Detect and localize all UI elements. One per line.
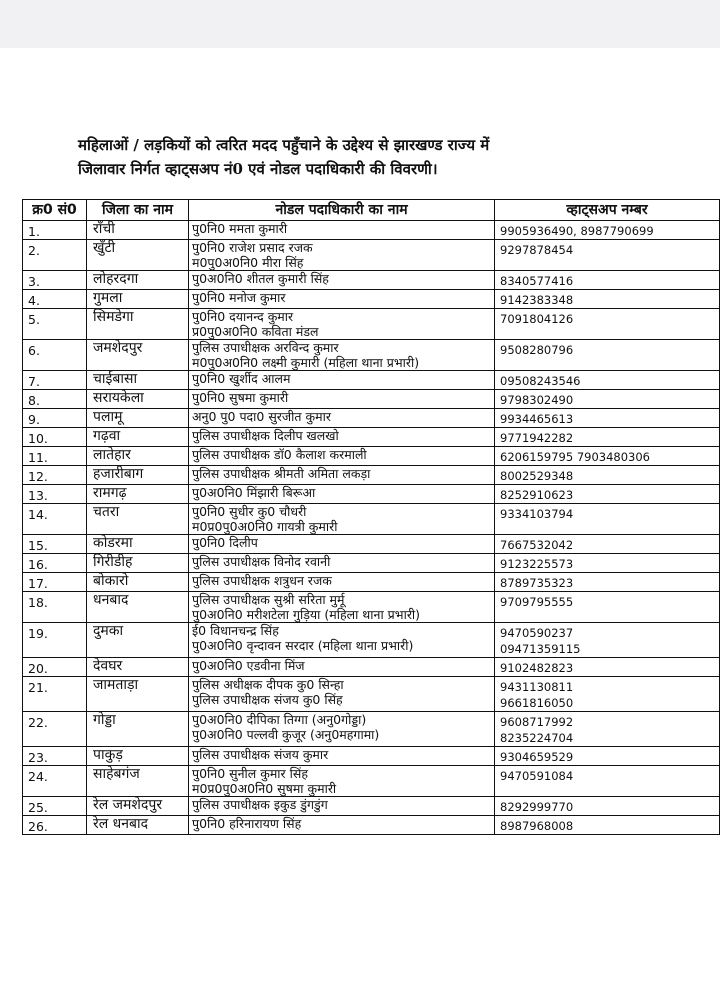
whatsapp-number: 9102482823 [500, 661, 574, 675]
whatsapp-cell [495, 623, 720, 658]
whatsapp-number: 8987968008 [500, 819, 574, 833]
whatsapp-number: 09508243546 [500, 374, 581, 388]
officer-cell [189, 592, 495, 623]
officer-name: पुलिस उपाधीक्षक श्रीमती अमिता लकड़ा [192, 466, 371, 481]
serial-cell: 18. [23, 592, 87, 623]
table-row [23, 271, 720, 290]
table-row [23, 290, 720, 309]
serial-cell: 9. [23, 409, 87, 428]
whatsapp-cell [495, 535, 720, 554]
district-cell: कोडरमा [87, 535, 189, 554]
officer-cell [189, 816, 495, 835]
district-cell: हजारीबाग [87, 466, 189, 485]
officer-name: पु0नि0 खुर्शीद आलम [192, 371, 291, 386]
whatsapp-number: 9608717992 [500, 715, 574, 729]
officer-name: पुलिस उपाधीक्षक संजय कु0 सिंह [192, 692, 343, 707]
table-row [23, 766, 720, 797]
district-cell: देवघर [87, 658, 189, 677]
officer-name: पु0अ0नि0 वृन्दावन सरदार (महिला थाना प्रभारी) [192, 638, 414, 653]
serial-cell: 10. [23, 428, 87, 447]
table-row [23, 240, 720, 271]
whatsapp-number: 09471359115 [500, 642, 581, 656]
officer-cell [189, 535, 495, 554]
serial-cell: 25. [23, 797, 87, 816]
officer-cell [189, 504, 495, 535]
officer-name: म0पु0अ0नि0 मीरा सिंह [192, 255, 304, 270]
officer-cell [189, 554, 495, 573]
serial-cell: 11. [23, 447, 87, 466]
whatsapp-number: 9709795555 [500, 595, 574, 609]
district-cell: गिरीडीह [87, 554, 189, 573]
whatsapp-number: 8292999770 [500, 800, 574, 814]
heading-line-2: जिलावार निर्गत व्हाट्सअप नं0 एवं नोडल पदाधिकारी की विवरणी। [78, 160, 438, 178]
whatsapp-number: 9905936490, 8987790699 [500, 224, 654, 238]
table-row [23, 623, 720, 658]
whatsapp-number: 9934465613 [500, 412, 574, 426]
district-cell: रेल धनबाद [87, 816, 189, 835]
table-row [23, 712, 720, 747]
officer-cell [189, 747, 495, 766]
serial-cell: 4. [23, 290, 87, 309]
whatsapp-number: 6206159795 7903480306 [500, 450, 650, 464]
officer-name: पुलिस उपाधीक्षक दिलीप खलखो [192, 428, 339, 443]
whatsapp-cell [495, 371, 720, 390]
officer-name: पुलिस उपाधीक्षक संजय कुमार [192, 747, 329, 762]
officer-cell [189, 221, 495, 240]
district-cell: जामताड़ा [87, 677, 189, 712]
table-row [23, 447, 720, 466]
officer-name: म0प्र0पु0अ0नि0 सुषमा कुमारी [192, 781, 337, 796]
header-district: जिला का नाम [87, 200, 189, 221]
officer-name: पु0अ0नि0 एडवीना मिंज [192, 658, 305, 673]
serial-cell: 24. [23, 766, 87, 797]
officer-name: पु0नि0 ममता कुमारी [192, 221, 288, 236]
officer-cell [189, 409, 495, 428]
table-row [23, 409, 720, 428]
table-row [23, 677, 720, 712]
whatsapp-number: 7091804126 [500, 312, 574, 326]
heading-line-1: महिलाओं / लड़कियों को त्वरित मदद पहुँचाने के उद्देश्य से झारखण्ड राज्य में [78, 136, 490, 154]
officer-name: म0पु0अ0नि0 लक्ष्मी कुमारी (महिला थाना प्रभारी) [192, 355, 420, 370]
officer-name: पु0अ0नि0 शीतल कुमारी सिंह [192, 271, 329, 286]
officer-name: अनु0 पु0 पदा0 सुरजीत कुमार [192, 409, 331, 424]
officer-name: पुलिस उपाधीक्षक डॉ0 कैलाश करमाली [192, 447, 367, 462]
table-row [23, 390, 720, 409]
whatsapp-number: 9142383348 [500, 293, 574, 307]
officer-name: म0प्र0पु0अ0नि0 गायत्री कुमारी [192, 519, 338, 534]
whatsapp-cell [495, 573, 720, 592]
whatsapp-cell [495, 271, 720, 290]
whatsapp-number: 9304659529 [500, 750, 574, 764]
district-cell: रेल जमशेदपुर [87, 797, 189, 816]
officer-name: पु0नि0 सुनील कुमार सिंह [192, 766, 308, 781]
serial-cell: 15. [23, 535, 87, 554]
table-row [23, 504, 720, 535]
officer-name: प्र0पु0अ0नि0 कविता मंडल [192, 324, 319, 339]
top-bar [0, 0, 720, 48]
table-row [23, 466, 720, 485]
district-cell: धनबाद [87, 592, 189, 623]
district-cell: बोकारो [87, 573, 189, 592]
district-cell: सरायकेला [87, 390, 189, 409]
officer-cell [189, 309, 495, 340]
table-row [23, 221, 720, 240]
header-officer: नोडल पदाधिकारी का नाम [189, 200, 495, 221]
whatsapp-cell [495, 340, 720, 371]
table-row [23, 797, 720, 816]
table-row [23, 747, 720, 766]
table-row [23, 485, 720, 504]
officer-name: पु0अ0नि0 पल्लवी कुजूर (अनु0महगामा) [192, 727, 380, 742]
whatsapp-number: 9470590237 [500, 626, 574, 640]
whatsapp-number: 9798302490 [500, 393, 574, 407]
whatsapp-number: 9297878454 [500, 243, 574, 257]
officer-name: पुलिस उपाधीक्षक इकुड डुंगडुंग [192, 797, 328, 812]
whatsapp-cell [495, 290, 720, 309]
whatsapp-cell [495, 554, 720, 573]
table-row [23, 592, 720, 623]
district-cell: गुमला [87, 290, 189, 309]
serial-cell: 13. [23, 485, 87, 504]
officer-cell [189, 623, 495, 658]
table-row [23, 371, 720, 390]
whatsapp-number: 8252910623 [500, 488, 574, 502]
whatsapp-number: 7667532042 [500, 538, 574, 552]
serial-cell: 23. [23, 747, 87, 766]
whatsapp-number: 8789735323 [500, 576, 574, 590]
serial-cell: 16. [23, 554, 87, 573]
officer-name: ई0 विधानचन्द्र सिंह [192, 623, 279, 638]
officer-cell [189, 573, 495, 592]
officer-cell [189, 371, 495, 390]
serial-cell: 14. [23, 504, 87, 535]
whatsapp-cell [495, 221, 720, 240]
whatsapp-cell [495, 390, 720, 409]
officer-name: पु0नि0 दयानन्द कुमार [192, 309, 294, 324]
serial-cell: 3. [23, 271, 87, 290]
serial-cell: 26. [23, 816, 87, 835]
district-cell: लातेहार [87, 447, 189, 466]
whatsapp-cell [495, 466, 720, 485]
district-cell: गोड्डा [87, 712, 189, 747]
officer-name: पु0अ0नि0 दीपिका तिग्गा (अनु0गोड्डा) [192, 712, 367, 727]
serial-cell: 19. [23, 623, 87, 658]
officer-name: पुलिस उपाधीक्षक शत्रुधन रजक [192, 573, 332, 588]
whatsapp-number: 8235224704 [500, 731, 574, 745]
district-cell: गढ़वा [87, 428, 189, 447]
officer-name: पु0नि0 हरिनारायण सिंह [192, 816, 302, 831]
whatsapp-cell [495, 504, 720, 535]
officer-name: पु0नि0 दिलीप [192, 535, 258, 550]
whatsapp-cell [495, 428, 720, 447]
officer-cell [189, 797, 495, 816]
district-cell: खुँटी [87, 240, 189, 271]
officer-cell [189, 766, 495, 797]
whatsapp-number: 9470591084 [500, 769, 574, 783]
district-cell: राँची [87, 221, 189, 240]
officer-name: पु0नि0 सुधीर कु0 चौधरी [192, 504, 307, 519]
table-row [23, 428, 720, 447]
whatsapp-number: 9508280796 [500, 343, 574, 357]
whatsapp-number: 9431130811 [500, 680, 574, 694]
whatsapp-cell [495, 409, 720, 428]
officer-name: पु0अ0नि0 मिंझारी बिरूआ [192, 485, 316, 500]
officer-name: पु0नि0 राजेश प्रसाद रजक [192, 240, 313, 255]
whatsapp-cell [495, 797, 720, 816]
serial-cell: 6. [23, 340, 87, 371]
whatsapp-cell [495, 816, 720, 835]
officer-cell [189, 240, 495, 271]
document-heading [78, 133, 638, 181]
whatsapp-number: 9771942282 [500, 431, 574, 445]
district-cell: सिमडेगा [87, 309, 189, 340]
district-cell: लोहरदगा [87, 271, 189, 290]
whatsapp-cell [495, 747, 720, 766]
district-cell: चतरा [87, 504, 189, 535]
whatsapp-number: 8002529348 [500, 469, 574, 483]
officer-cell [189, 712, 495, 747]
serial-cell: 22. [23, 712, 87, 747]
officer-cell [189, 340, 495, 371]
officer-name: पुलिस उपाधीक्षक अरविन्द कुमार [192, 340, 339, 355]
serial-cell: 2. [23, 240, 87, 271]
whatsapp-cell [495, 658, 720, 677]
whatsapp-number: 9123225573 [500, 557, 574, 571]
officer-name: पु0नि0 सुषमा कुमारी [192, 390, 289, 405]
officer-cell [189, 271, 495, 290]
serial-cell: 7. [23, 371, 87, 390]
table-header-row [23, 200, 720, 221]
officer-cell [189, 290, 495, 309]
officer-cell [189, 466, 495, 485]
whatsapp-number: 9661816050 [500, 696, 574, 710]
whatsapp-cell [495, 677, 720, 712]
district-cell: पाकुड़ [87, 747, 189, 766]
officer-name: पुलिस अधीक्षक दीपक कु0 सिन्हा [192, 677, 344, 692]
district-cell: दुमका [87, 623, 189, 658]
table-row [23, 535, 720, 554]
officer-name: पु0अ0नि0 मरीशटेला गुड़िया (महिला थाना प्रभारी) [192, 607, 421, 622]
district-cell: जमशेदपुर [87, 340, 189, 371]
table-row [23, 573, 720, 592]
officer-cell [189, 658, 495, 677]
serial-cell: 1. [23, 221, 87, 240]
serial-cell: 8. [23, 390, 87, 409]
serial-cell: 20. [23, 658, 87, 677]
whatsapp-cell [495, 485, 720, 504]
whatsapp-cell [495, 447, 720, 466]
district-cell: साहेबगंज [87, 766, 189, 797]
officer-cell [189, 390, 495, 409]
officer-cell [189, 485, 495, 504]
whatsapp-number: 9334103794 [500, 507, 574, 521]
district-cell: चाईबासा [87, 371, 189, 390]
serial-cell: 5. [23, 309, 87, 340]
district-cell: रामगढ़ [87, 485, 189, 504]
header-serial: क्र0 सं0 [23, 200, 87, 221]
whatsapp-number: 8340577416 [500, 274, 574, 288]
serial-cell: 12. [23, 466, 87, 485]
whatsapp-cell [495, 592, 720, 623]
header-whatsapp: व्हाट्सअप नम्बर [495, 200, 720, 221]
serial-cell: 21. [23, 677, 87, 712]
officer-cell [189, 447, 495, 466]
whatsapp-cell [495, 712, 720, 747]
nodal-officer-table [22, 199, 720, 835]
table-row [23, 816, 720, 835]
officer-name: पुलिस उपाधीक्षक सुश्री सरिता मुर्मू [192, 592, 345, 607]
table-row [23, 340, 720, 371]
whatsapp-cell [495, 766, 720, 797]
table-row [23, 309, 720, 340]
officer-name: पुलिस उपाधीक्षक विनोद रवानी [192, 554, 331, 569]
officer-cell [189, 677, 495, 712]
officer-cell [189, 428, 495, 447]
whatsapp-cell [495, 240, 720, 271]
table-row [23, 554, 720, 573]
serial-cell: 17. [23, 573, 87, 592]
district-cell: पलामू [87, 409, 189, 428]
officer-name: पु0नि0 मनोज कुमार [192, 290, 286, 305]
table-row [23, 658, 720, 677]
whatsapp-cell [495, 309, 720, 340]
